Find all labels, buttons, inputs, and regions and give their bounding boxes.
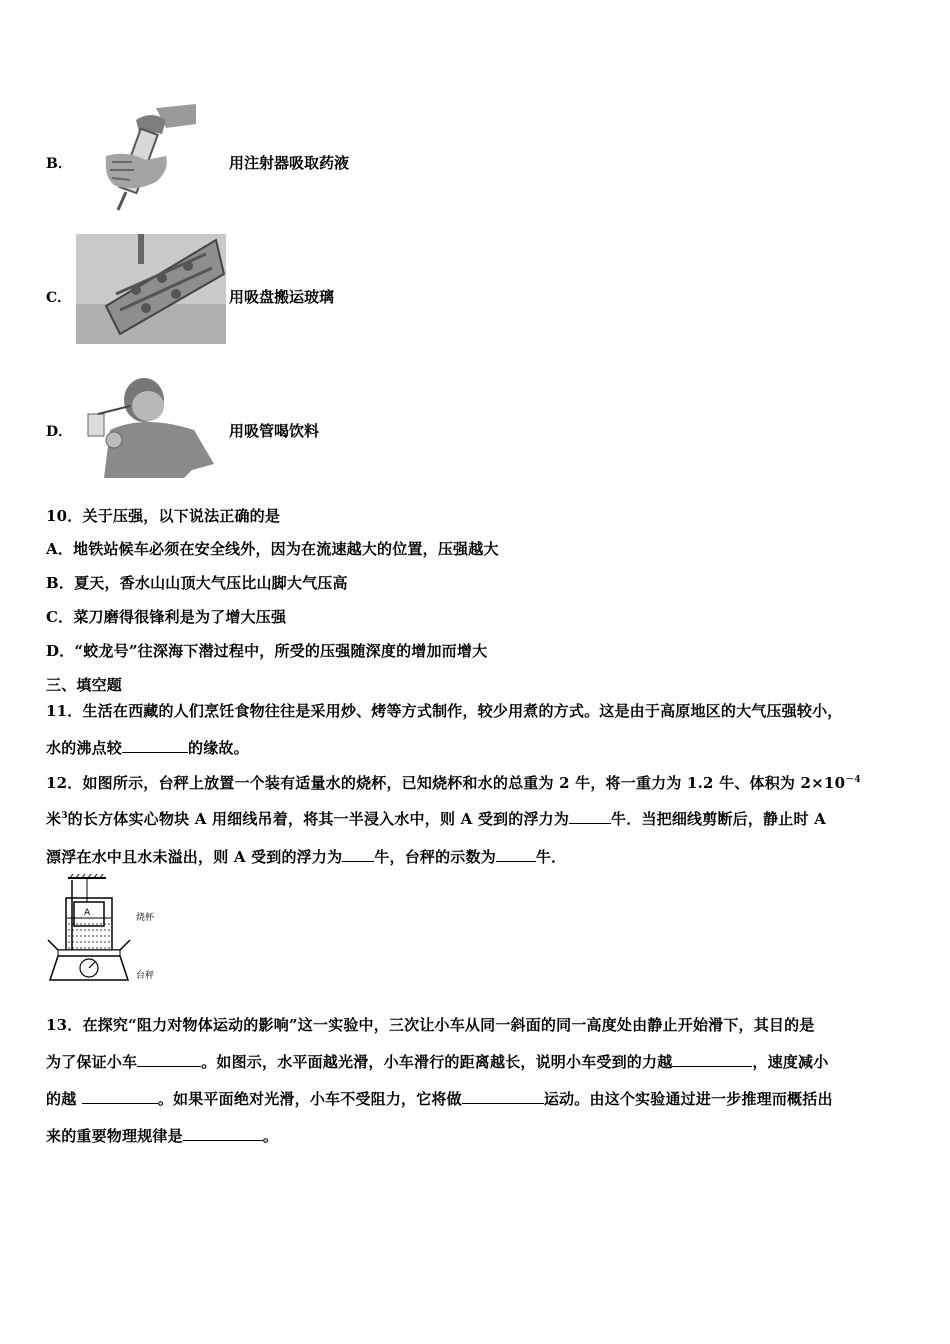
- q10-stem: 10．关于压强，以下说法正确的是: [46, 507, 281, 525]
- option-b-letter: B．: [46, 156, 72, 172]
- q13-blank-3[interactable]: [82, 1089, 158, 1104]
- section-title: 三、填空题: [46, 676, 123, 694]
- q13-blank-2[interactable]: [672, 1052, 752, 1067]
- option-c-letter: C．: [46, 290, 72, 306]
- block-a-label: A: [84, 908, 91, 918]
- q10-option-b: B．夏天，香水山山顶大气压比山脚大气压高: [46, 574, 348, 592]
- q11-text-a: 水的沸点较: [46, 739, 123, 757]
- q11-line1: 11．生活在西藏的人们烹饪食物往往是采用炒、烤等方式制作，较少用煮的方式。这是由于高原地区的大气压强较小，: [46, 702, 843, 720]
- option-d-text: 用吸管喝饮料: [229, 422, 320, 440]
- option-d-letter: D．: [46, 424, 73, 440]
- q13-text-2a: 为了保证小车: [46, 1053, 138, 1071]
- option-c-text: 用吸盘搬运玻璃: [229, 288, 335, 306]
- q13-text-3a: 的越: [46, 1090, 82, 1108]
- q12-text-2b: 的长方体实心物块 A 用细线吊着，将其一半浸入水中，则 A 受到的浮力为: [67, 810, 570, 828]
- q13-text-2b: 。如图示，水平面越光滑，小车滑行的距离越长，说明小车受到的力越: [201, 1053, 673, 1071]
- beaker-label: 烧杯: [136, 913, 155, 923]
- q13-text-4b: 。: [262, 1127, 279, 1145]
- q12-text-3a: 漂浮在水中且水未溢出，则 A 受到的浮力为: [46, 848, 343, 866]
- q12-blank-1[interactable]: [569, 809, 611, 824]
- q13-line1: 13．在探究“阻力对物体运动的影响”这一实验中，三次让小车从同一斜面的同一高度处由静止开始滑下，其目的是: [46, 1016, 815, 1034]
- scale-label: 台秤: [136, 971, 155, 981]
- q13-line3: [46, 1088, 833, 1109]
- q12-line3: [46, 846, 566, 867]
- q12-figure: [44, 874, 174, 984]
- q12-exponent-2: 3: [61, 811, 68, 821]
- q13-line4: [46, 1125, 278, 1146]
- q12-text-3c: 牛．: [535, 848, 567, 866]
- q12-line2: [46, 808, 826, 829]
- q12-blank-2[interactable]: [342, 847, 374, 862]
- q12-line1: [46, 772, 861, 793]
- q12-exponent-1: －4: [845, 775, 861, 785]
- q13-blank-5[interactable]: [183, 1126, 263, 1141]
- q12-blank-3[interactable]: [496, 847, 536, 862]
- option-b-text: 用注射器吸取药液: [229, 154, 350, 172]
- q12-text-1: 12．如图所示，台秤上放置一个装有适量水的烧杯，已知烧杯和水的总重为 2 牛，将一重力为 1.2 牛、体积为 2×10: [46, 774, 846, 792]
- q12-text-2c: 牛．当把细线剪断后，静止时 A: [611, 810, 826, 828]
- syringe-hand-icon: [96, 100, 200, 216]
- q11-line2: [46, 737, 249, 758]
- q13-text-2c: ，速度减小: [752, 1053, 829, 1071]
- q11-blank[interactable]: [122, 738, 188, 753]
- q12-text-2a: 米: [46, 810, 62, 828]
- q10-option-c: C．菜刀磨得很锋利是为了增大压强: [46, 608, 287, 626]
- q13-text-3c: 运动。由这个实验通过进一步推理而概括出: [543, 1090, 833, 1108]
- q11-text-b: 的缘故。: [188, 739, 249, 757]
- q13-text-4a: 来的重要物理规律是: [46, 1127, 183, 1145]
- q10-option-d: D．“蛟龙号”往深海下潜过程中，所受的压强随深度的增加而增大: [46, 642, 488, 660]
- q10-option-a: A．地铁站候车必须在安全线外，因为在流速越大的位置，压强越大: [46, 540, 499, 558]
- suction-cup-glass-icon: [76, 234, 226, 348]
- q13-blank-1[interactable]: [137, 1052, 201, 1067]
- boy-drinking-straw-icon: [74, 374, 224, 482]
- q12-text-3b: 牛，台秤的示数为: [374, 848, 496, 866]
- q13-line2: [46, 1051, 828, 1072]
- q13-blank-4[interactable]: [462, 1089, 544, 1104]
- q13-text-3b: 。如果平面绝对光滑，小车不受阻力，它将做: [157, 1090, 462, 1108]
